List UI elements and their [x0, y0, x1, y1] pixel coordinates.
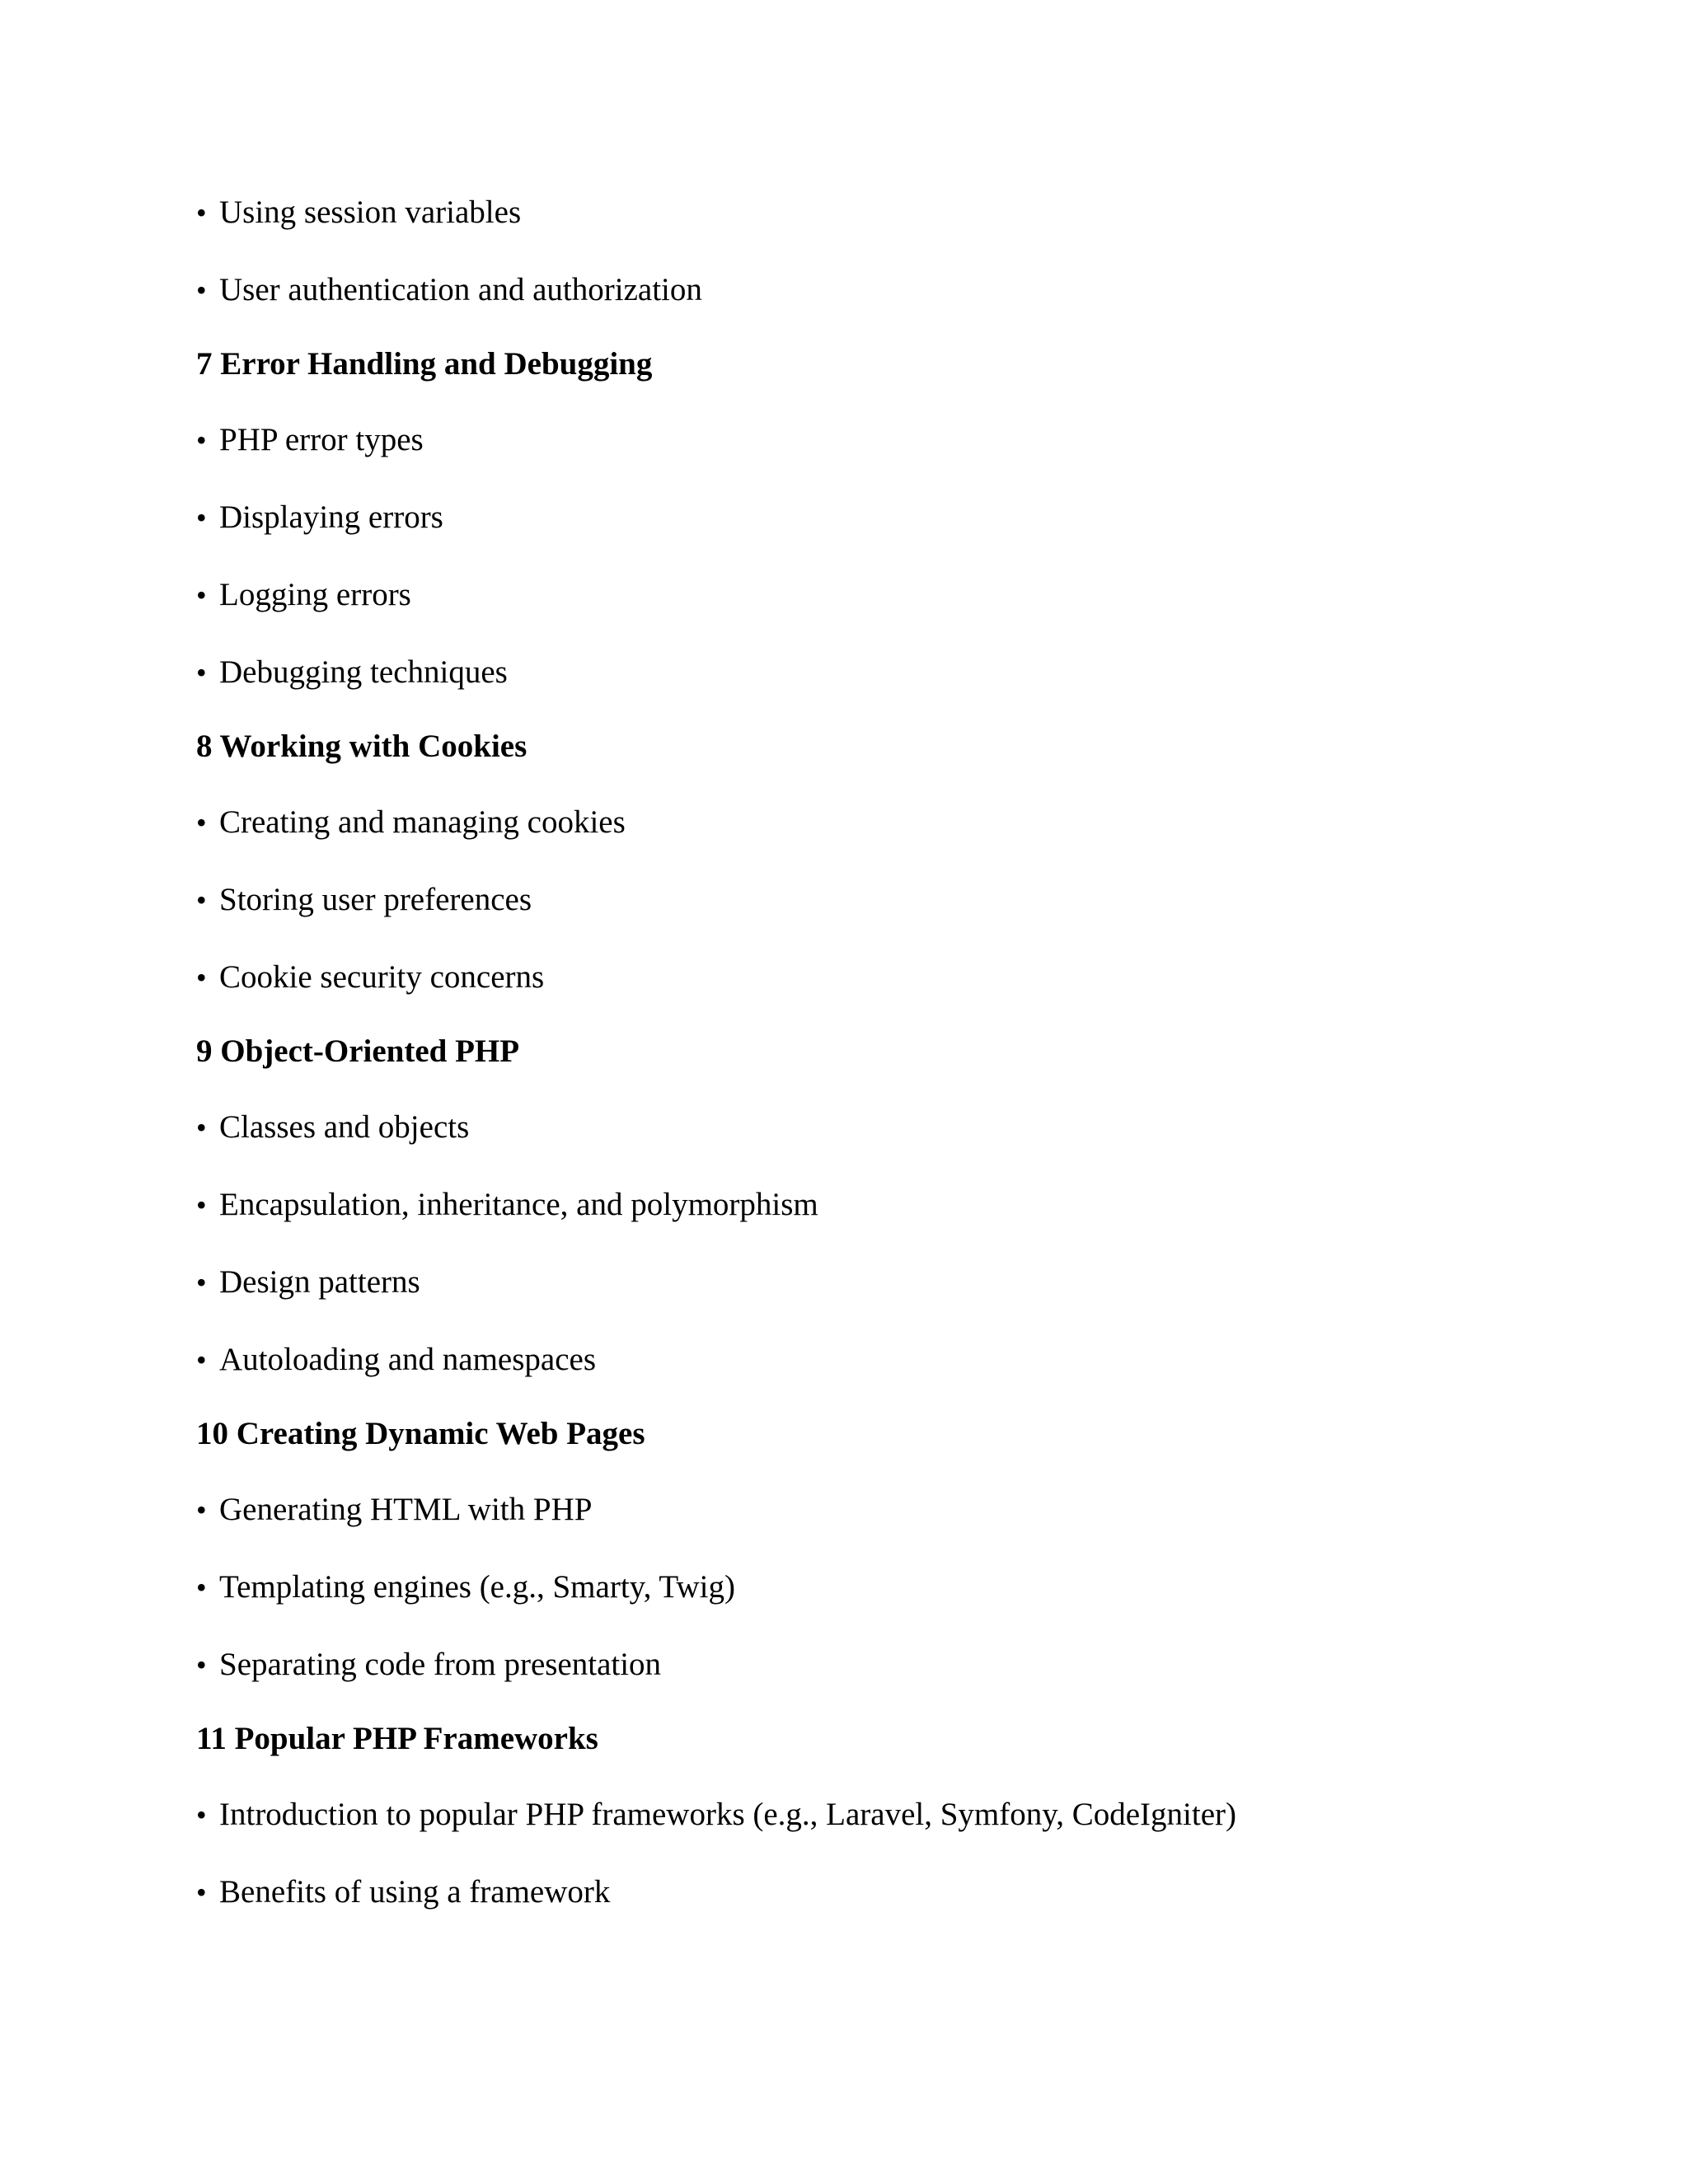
bullet: •	[196, 1571, 207, 1604]
bullet: •	[196, 1266, 207, 1299]
list-item-text: Debugging techniques	[219, 654, 508, 690]
list-item	[196, 1871, 1597, 1914]
list-item-text: Templating engines (e.g., Smarty, Twig)	[219, 1569, 735, 1605]
bullet: •	[196, 501, 207, 534]
bullet: •	[196, 1188, 207, 1221]
list-item-text: Autoloading and namespaces	[219, 1342, 597, 1377]
list-item-text: Separating code from presentation	[219, 1647, 662, 1682]
section-heading: 10 Creating Dynamic Web Pages	[196, 1416, 645, 1451]
section-heading: 8 Working with Cookies	[196, 729, 528, 764]
list-item	[196, 191, 1597, 234]
bullet: •	[196, 1798, 207, 1831]
list-item-text: Classes and objects	[219, 1109, 470, 1145]
list-item-text: PHP error types	[219, 422, 424, 457]
list-item	[196, 1106, 1597, 1149]
list-item	[196, 1643, 1597, 1686]
list-item	[196, 879, 1597, 921]
list-item	[196, 956, 1597, 999]
list-item-text: Generating HTML with PHP	[219, 1492, 593, 1527]
bullet: •	[196, 1343, 207, 1376]
list-item	[196, 1793, 1597, 1836]
list-item-text: Introduction to popular PHP frameworks (e.g., Laravel, Symfony, CodeIgniter)	[219, 1797, 1236, 1832]
document-content	[196, 191, 1597, 1948]
bullet: •	[196, 806, 207, 839]
bullet: •	[196, 579, 207, 612]
list-item-text: Logging errors	[219, 577, 411, 612]
list-item	[196, 1261, 1597, 1304]
list-item	[196, 1338, 1597, 1381]
list-item	[196, 269, 1597, 312]
list-item	[196, 801, 1597, 844]
bullet: •	[196, 424, 207, 457]
bullet: •	[196, 274, 207, 307]
list-item	[196, 419, 1597, 462]
bullet: •	[196, 1648, 207, 1681]
list-item-text: Design patterns	[219, 1264, 420, 1300]
list-item-text: Encapsulation, inheritance, and polymorphism	[219, 1187, 818, 1222]
bullet: •	[196, 961, 207, 994]
section-heading: 7 Error Handling and Debugging	[196, 346, 653, 382]
bullet: •	[196, 1111, 207, 1144]
list-item-text: Storing user preferences	[219, 882, 532, 917]
list-item-text: Cookie security concerns	[219, 959, 545, 995]
bullet: •	[196, 1493, 207, 1526]
list-item	[196, 496, 1597, 539]
bullet: •	[196, 656, 207, 689]
section-heading: 11 Popular PHP Frameworks	[196, 1721, 598, 1756]
list-item-text: Benefits of using a framework	[219, 1874, 611, 1910]
list-item-text: Creating and managing cookies	[219, 804, 626, 840]
list-item	[196, 1566, 1597, 1609]
list-item-text: Using session variables	[219, 194, 522, 230]
list-item	[196, 574, 1597, 616]
list-item	[196, 1488, 1597, 1531]
section-heading: 9 Object-Oriented PHP	[196, 1033, 520, 1069]
list-item-text: Displaying errors	[219, 499, 443, 535]
bullet: •	[196, 196, 207, 229]
list-item	[196, 651, 1597, 694]
bullet: •	[196, 1876, 207, 1909]
list-item	[196, 1183, 1597, 1226]
bullet: •	[196, 883, 207, 916]
list-item-text: User authentication and authorization	[219, 272, 702, 307]
